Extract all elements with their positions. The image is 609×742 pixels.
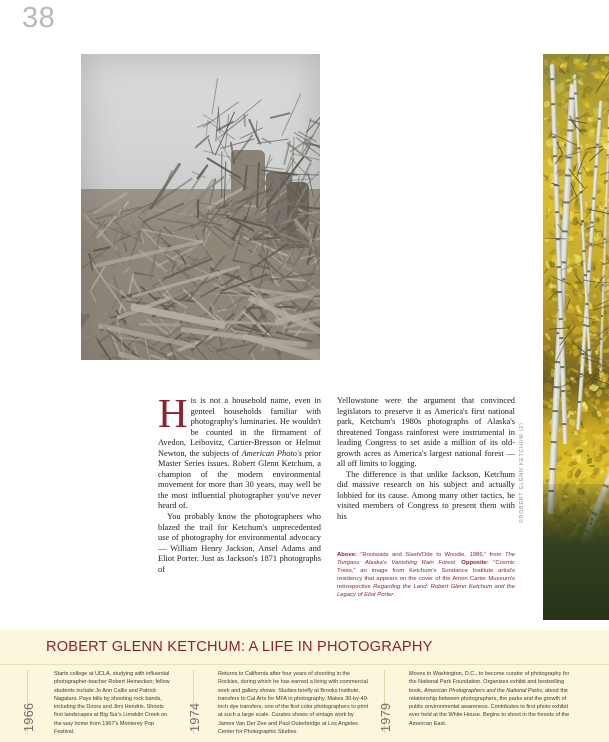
timeline-text-1974: Returns to California after four years of shooting in the Rockies, during which he has earned a living with commercial work and gallery shows. Studies briefly at Brooks Institute, transfers to Cal Arts for MFA in photography. Makes 30-by-40-inch dye transfers, one of the first color photographers to print at such a large scale. Curates shows of vintage work by James Van Der Zee and Paul Outerbridge at Los Angeles Center for Photographic Studies. — [218, 671, 369, 736]
body-paragraph-1 — [158, 390, 321, 512]
body-paragraph-3: Yellowstone were the argument that convinced legislators to preserve it as America's first national park, Ketchum's 1980s photographs of Alaska's threatened Tongass rainforest were instrumental in leading Congress to set aside a million of its old-growth acres as America's largest national forest — all off limits to logging. — [337, 396, 515, 469]
page-number: 38 — [22, 2, 56, 34]
photo-understory — [543, 484, 609, 620]
timeline-rule — [0, 664, 609, 665]
rootwads-and-slash-photograph — [81, 54, 320, 360]
magazine-title-italic: American Photo's — [241, 448, 302, 458]
caption-exhibit-title: Regarding the Land: Robert Glenn Ketchum and the Legacy of Eliot Porter — [337, 584, 516, 599]
timeline-year-1974: 1974 — [188, 702, 202, 732]
body-paragraph-4: The difference is that unlike Jackson, Ketchum did massive research on his subject and actually lobbied for its cause. Among many other tactics, he visited members of Congress to present them with his — [337, 469, 515, 522]
timeline-text-1979-part1: Moves to Washington, D.C., to become curator of photography for the National Park Foundation. Organizes exhibit and bestselling book, — [409, 671, 570, 694]
timeline-text-1979-part2: , about the relationship between photographers, the parks and the growth of public environmental awareness. Contributes to first photo exhibit ever held at the White House. Begins to shoot in the forests of the American East. — [409, 687, 570, 727]
timeline-year-1966: 1966 — [22, 702, 36, 732]
body-paragraph-1-continued: prior Master Series issues. Robert Glenn Ketchum, a champion of the modern environmental movement for more than 30 years, may well be the most influential photographer you've never heard of. — [158, 448, 321, 511]
caption-above-label: Above: — [337, 552, 357, 558]
cosmic-trees-photograph — [543, 54, 609, 620]
caption-above-text: “Rootwads and Slash/Ode to Woodie, 1986,” from — [356, 552, 505, 558]
body-paragraph-2: You probably know the photographers who blazed the trail for Ketchum's unprecedented use of photography for environmental advocacy — William Henry Jackson, Ansel Adams and Eliot Porter. Just as Jackson's 1871 photographs of — [158, 512, 321, 574]
body-column-left — [158, 390, 321, 575]
caption-opposite-text: “Cosmic Trees,” an image from Ketchum's Sundance Institute artist's residency that appears on the cover of the Amon Carter Museum's retrospective — [337, 560, 515, 591]
caption-opposite-text-end: . — [393, 592, 395, 599]
timeline-text-1979 — [409, 670, 571, 728]
photo-caption — [337, 551, 515, 600]
timeline-band — [0, 630, 609, 742]
timeline-year-1979: 1979 — [379, 702, 393, 732]
caption-opposite-label: Opposite: — [461, 560, 489, 567]
drop-cap: H — [158, 390, 188, 436]
timeline-title: ROBERT GLENN KETCHUM: A LIFE IN PHOTOGRAPHY — [46, 639, 433, 655]
body-column-right — [337, 396, 515, 523]
timeline-book-title: American Photographers and the National Parks — [423, 687, 542, 694]
caption-book-title: The Tongass: Alaska's Vanishing Rain Forest — [337, 552, 515, 567]
body-paragraph-1-text: is is not a household name, even in genteel households familiar with photography's luminaries. He wouldn't be counted in the firmament of Avedon, Leibovitz, Cartier-Bresson or Helmut Newton, the subjects of — [158, 396, 321, 458]
caption-above-text-end: . — [455, 560, 462, 567]
timeline-text-1966: Starts college at UCLA, studying with influential photographer-teacher Robert Heinecken; fellow students include Jo Ann Callis and Patrick Nagatani. Pays bills by shooting rock bands, including the Doors and Jimi Hendrix. Shoots first landscapes at Big Sur's Limekiln Creek on the way home from 1967's Monterey Pop Festival. — [54, 671, 170, 736]
photo-credit: ©ROBERT GLENN KETCHUM (2) — [519, 422, 525, 523]
